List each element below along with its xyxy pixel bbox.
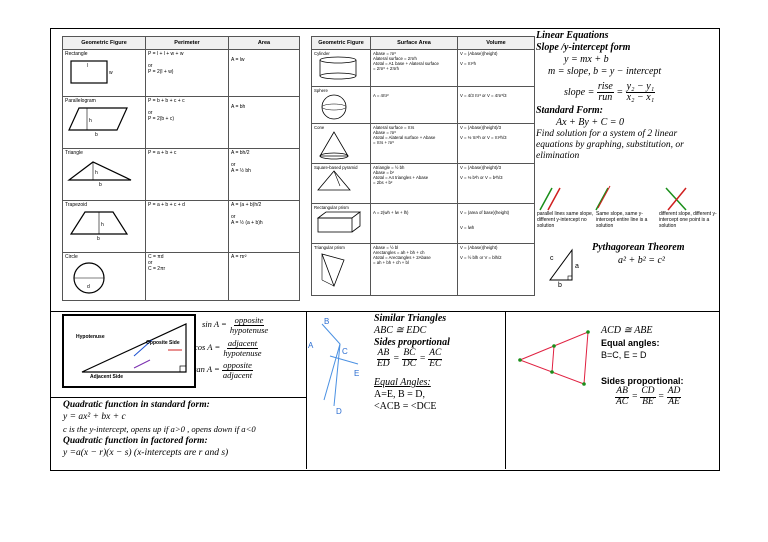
figure-name: Triangle [65,150,83,156]
figure-name: Triangular prism [314,245,345,250]
pythagorean-eq: a² + b² = c² [618,255,665,266]
figure-cell [312,204,371,244]
figure-name: Square-based pyramid [314,165,358,170]
figure-cell [63,50,146,97]
sides-proportional-title: Sides proportional [374,337,450,348]
adj-arrow [134,360,150,368]
figure-cell [63,149,146,201]
delta-x: x₂ − x₁ [626,92,655,103]
pythagorean-title: Pythagorean Theorem [592,242,685,253]
formula: P = b + b + c + c [148,98,185,104]
svg-text:h: h [95,170,98,176]
quadratic-factored-title: Quadratic function in factored form: [63,436,208,446]
area-cell [229,253,300,301]
hypotenuse-label: Hypotenuse [76,334,105,340]
ratio-2 [402,349,417,369]
quadratic-standard-title: Quadratic function in standard form: [63,400,210,410]
perimeter-cell [146,201,229,253]
area-cell [229,201,300,253]
rise: rise [597,81,613,92]
quadratic-standard-eq: y = ax² + bx + c [63,412,126,422]
figure-name: Circle [65,254,78,260]
same-line-2 [598,186,610,208]
point-label: D [336,407,342,416]
area-cell [229,50,300,97]
formula: or [148,260,153,266]
numerator: CD [641,386,655,396]
formula: or [231,162,236,168]
formula: A = 2(wh + lw + lh) [373,210,409,215]
formula: V = ⅓ b²h or V = b²h/3 [460,175,503,180]
formula: Arectangles = ah + bh + ch [373,250,425,255]
formula: = 2bs + b² [373,180,393,185]
divider-horizontal-main [50,311,719,312]
figure-cell [312,164,371,204]
sin-fraction [229,316,269,334]
formula: P = 2(l + w) [148,69,174,75]
figure-name: Trapezoid [65,202,88,208]
coordinate-fraction [626,82,656,103]
delta-y: y₂ − y₁ [626,81,655,92]
sa-cell [371,87,458,124]
adjacent-label: Adjacent Side [90,374,124,380]
tan-fraction [222,361,253,379]
run: run [598,92,613,103]
point-label: C [342,347,348,356]
formula: V = (Abase)(height)/3 [460,165,501,170]
perimeter-cell [146,97,229,149]
formula: V = ⅓ πr²h or V = πr²h/3 [460,135,507,140]
ratio-1 [615,387,629,407]
sa-cell [371,50,458,87]
formula: Abase = πr² [373,130,396,135]
formula: V = (Abase)(height) [460,51,498,56]
svg-text:b: b [97,236,100,240]
slope-intercept-def: m = slope, b = y − intercept [548,66,662,77]
side-c: c [550,255,554,262]
similar2-ratios: $\frac{AB}{AC}$ = $\frac{CD}{BE}$ = $\frac{AD}{AE}$ [616,386,681,407]
cosine-formula [194,339,263,357]
cone-figure [314,130,354,160]
system-solution-note: Find solution for a system of 2 linear equations by graphing, substitution, or elimination [536,129,684,161]
triangle-figure [65,156,135,186]
formula: V = (area of base)(height) [460,210,510,215]
figure-cell [63,253,146,301]
similar-title: Similar Triangles [374,313,447,324]
same-line-1 [596,188,608,210]
vol-cell [458,87,535,124]
col-header: Volume [458,37,535,50]
area-cell [229,149,300,201]
quadratic-factored-eq: y =a(x − r)(x − s) (x-intercepts are r and s) [63,448,229,458]
slope-label: slope = [564,86,595,98]
svg-text:h: h [89,118,92,124]
formula: A = πr² [231,254,247,260]
formula: V = ½ blh or V = blh/2 [460,255,502,260]
denominator: hypotenuse [229,324,269,335]
figure-name: Rectangular prism [314,205,349,210]
pyramid-figure [314,170,354,192]
slope-formula: slope = $\frac{\text{rise}}{\text{run}}$ = $\frac{\text{y₂ − y₁}}{\text{x₂ − x₁}}$ [564,81,655,103]
formula: P = a + b + c [148,150,177,156]
numerator: opposite [223,360,252,370]
similar-ratios: $\frac{AB}{ED}$ = $\frac{BC}{DC}$ = $\frac{AC}{EC}$ [377,348,442,369]
perimeter-cell [146,149,229,201]
equal-angles-2: <ACB = <DCE [374,401,437,412]
caption-same: Same slope, same y-intercept entire line is a solution [596,211,648,229]
formula: Atriangle = ½ bh [373,165,405,170]
linear-subtitle: Slope /y-intercept form [536,42,631,53]
formula: Atotal = Arectangles + 2Abase [373,255,431,260]
formula: = 2πr² + 2πrh [373,66,399,71]
side-a: a [575,263,579,270]
equal-angles-1: A=E, B = D, [374,389,426,400]
formula: C = 2πr [148,266,166,272]
denominator: hypotenuse [223,347,262,358]
formula: A = 4πr² [373,93,389,98]
figure-cell [312,244,371,296]
point-label: A [308,341,314,350]
nested-triangles-figure [514,322,598,388]
formula: or [148,63,153,69]
similar-triangles-figure [306,316,366,416]
sa-cell [371,244,458,296]
rectangle-figure [65,57,115,87]
vol-cell [458,204,535,244]
equal-angles-title: Equal Angles: [374,377,431,388]
ratio-3 [667,387,682,407]
figure-cell [63,201,146,253]
divider-vertical-2 [505,311,506,469]
numerator: adjacent [227,338,258,348]
trapezoid-figure [65,208,135,240]
parallelogram-figure [65,104,135,136]
denominator: AE [668,396,680,407]
svg-text:d: d [87,284,90,290]
sa-cell [371,164,458,204]
numerator: AC [429,348,442,358]
surface-volume-table [311,36,535,296]
col-header: Area [229,37,300,50]
sa-cell [371,204,458,244]
formula: A = (a + b)h/2 [231,202,262,208]
formula: Abase = πr² [373,51,396,56]
denominator: BE [642,396,654,407]
numerator: AD [667,386,681,396]
point-label: E [354,369,360,378]
figure-name: Sphere [314,88,328,93]
formula: P = l + l + w + w [148,51,184,57]
linear-section [536,30,716,162]
denominator: DC [402,358,417,369]
ratio-2 [640,387,655,407]
formula: Abase = b² [373,170,394,175]
svg-text:b: b [95,132,98,136]
col-header: Perimeter [146,37,229,50]
ratio-3 [428,349,442,369]
similar2-angles: B=C, E = D [601,350,647,360]
figure-name: Cylinder [314,51,330,56]
col-header: Geometric Figure [63,37,146,50]
numerator: AB [616,386,628,396]
formula: Atotal = A4 triangles + Abase [373,175,429,180]
formula: A = ½ (a + b)h [231,220,263,226]
trig-triangle [64,316,194,386]
formula: Abase = ½ bl [373,245,399,250]
formula: = πrs + πr² [373,140,394,145]
figure-name: Cone [314,125,325,130]
similar2-sides-title: Sides proportional: [601,376,684,386]
circle-figure [65,260,115,296]
slope-intercept-eq: y = mx + b [564,54,609,65]
formula: Alateral surface = πrs [373,125,415,130]
cos-fraction [222,339,262,357]
prism-figure [314,210,364,236]
vol-cell [458,164,535,204]
figure-name: Rectangle [65,51,88,57]
svg-text:l: l [87,63,89,69]
similar2-section [601,325,716,407]
figure-cell [312,50,371,87]
quadratic-note: c is the y-intercept, opens up if a>0 , opens down if a<0 [63,424,256,434]
vol-cell [458,124,535,164]
formula: P = a + b + c + d [148,202,185,208]
standard-form-eq: Ax + By + C = 0 [556,117,625,128]
col-header: Surface Area [371,37,458,50]
caption-parallel: parallel lines same slope, different y-intercept no solution [537,211,594,229]
formula: A = bh [231,104,246,110]
formula: V = (Abase)(height)/3 [460,125,501,130]
formula: or [148,110,153,116]
rise-run-fraction [597,82,614,103]
formula: A = lw [231,57,245,63]
tan-label: tan A = [194,363,220,374]
formula: Alateral surface = 2πrh [373,56,417,61]
figure-cell [312,87,371,124]
denominator: AC [616,396,629,407]
standard-form-title: Standard Form: [536,105,603,116]
col-header: Geometric Figure [312,37,371,50]
vol-cell [458,244,535,296]
divider-horizontal-quad [50,397,306,398]
triangular-prism-figure [314,250,354,290]
perimeter-cell [146,50,229,97]
numerator: BC [403,348,416,358]
similar2-angles-title: Equal angles: [601,338,660,348]
opposite-label: Opposite Side [146,340,180,346]
formula: or [231,214,236,220]
similar-congruence: ABC ≅ EDC [374,325,427,336]
svg-text:b: b [99,182,102,186]
perimeter-area-table [62,36,300,301]
numerator: opposite [234,315,264,325]
denominator: adjacent [222,369,253,380]
tangent-formula [194,361,253,379]
cos-label: cos A = [194,341,221,352]
similar2-congruence: ACD ≅ ABE [601,325,653,336]
sin-label: sin A = [202,318,227,329]
formula: V = (Abase)(height) [460,245,498,250]
formula: C = πd [148,254,164,260]
sphere-figure [314,93,354,121]
svg-text:w: w [109,70,113,76]
formula: V = πr²h [460,61,476,66]
figure-cell [312,124,371,164]
caption-intersect: different slope, different y-intercept one point is a solution [659,211,717,229]
formula: V = 4/3 πr³ or V = 4πr³/3 [460,93,507,98]
formula: Atotal = A1 base + Alateral surface [373,61,439,66]
ratio-1 [376,349,391,369]
figure-cell [63,97,146,149]
point-label: B [324,317,330,326]
sa-cell [371,124,458,164]
formula: P = 2(b + c) [148,116,175,122]
linear-title: Linear Equations [536,30,609,41]
figure-name: Parallelogram [65,98,96,104]
vol-cell [458,50,535,87]
similar-section [374,313,504,413]
formula: = ah + bh + ch + bl [373,260,409,265]
side-b: b [558,282,562,288]
denominator: ED [377,358,390,369]
trig-diagram [62,314,196,388]
formula: V = lwh [460,225,475,230]
cylinder-figure [314,56,364,80]
svg-text:h: h [101,222,104,228]
sine-formula [202,316,269,334]
right-triangle-figure [538,244,588,288]
formula: Atotal = Alateral surface + Abase [373,135,436,140]
area-cell [229,97,300,149]
formula: A = ½ bh [231,168,251,174]
quadratic-section [63,399,305,459]
formula: A = bh/2 [231,150,250,156]
perimeter-cell [146,253,229,301]
numerator: AB [377,348,390,358]
denominator: EC [429,358,442,369]
